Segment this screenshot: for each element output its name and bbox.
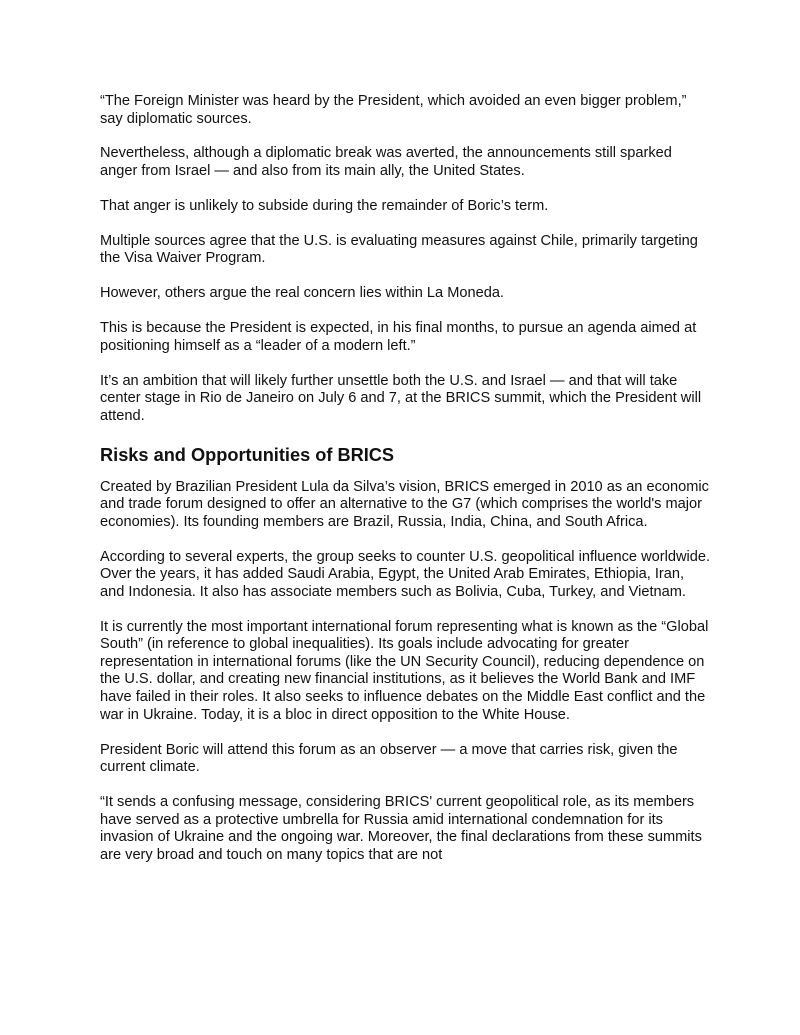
paragraph: This is because the President is expected, in his final months, to pursue an agenda aimed at positioning himself as a “leader of a modern left.”	[100, 320, 697, 354]
paragraph: It is currently the most important international forum representing what is known as the “Global South” (in reference to global inequalities). Its goals include advocating for greater representation in international forums (like the UN Security Council), reducing dependence on the U.S. dollar, and creating new financial institutions, as it believes the World Bank and IMF have failed in their roles. It also seeks to influence debates on the Middle East conflict and the war in Ukraine. Today, it is a bloc in direct opposition to the White House.	[100, 618, 709, 723]
paragraph: It’s an ambition that will likely further unsettle both the U.S. and Israel — and that will take center stage in Rio de Janeiro on July 6 and 7, at the BRICS summit, which the President will attend.	[100, 372, 702, 424]
paragraph: However, others argue the real concern lies within La Moneda.	[100, 285, 504, 302]
document-page	[100, 93, 712, 882]
paragraph: Created by Brazilian President Lula da Silva’s vision, BRICS emerged in 2010 as an economic and trade forum designed to offer an alternative to the G7 (which comprises the world's major economies). Its founding members are Brazil, Russia, India, China, and South Africa.	[100, 478, 709, 530]
paragraph: President Boric will attend this forum as an observer — a move that carries risk, given the current climate.	[100, 741, 678, 776]
paragraph: Nevertheless, although a diplomatic break was averted, the announcements still sparked anger from Israel — and also from its main ally, the United States.	[100, 145, 672, 180]
paragraph: Multiple sources agree that the U.S. is evaluating measures against Chile, primarily targeting the Visa Waiver Program.	[100, 232, 698, 267]
paragraph: “It sends a confusing message, considering BRICS' current geopolitical role, as its members have served as a protective umbrella for Russia amid international condemnation for its invasion of Ukraine and the ongoing war. Moreover, the final declarations from these summits are very broad and touch on many topics that are not	[100, 794, 702, 863]
section-heading: Risks and Opportunities of BRICS	[100, 444, 395, 465]
paragraph: That anger is unlikely to subside during the remainder of Boric’s term.	[100, 197, 549, 214]
paragraph: According to several experts, the group seeks to counter U.S. geopolitical influence worldwide. Over the years, it has added Saudi Arabia, Egypt, the United Arab Emirates, Ethiopia, Iran, and Indonesia. It also has associate members such as Bolivia, Cuba, Turkey, and Vietnam.	[100, 548, 711, 600]
paragraph: “The Foreign Minister was heard by the President, which avoided an even bigger problem,” say diplomatic sources.	[100, 93, 687, 127]
